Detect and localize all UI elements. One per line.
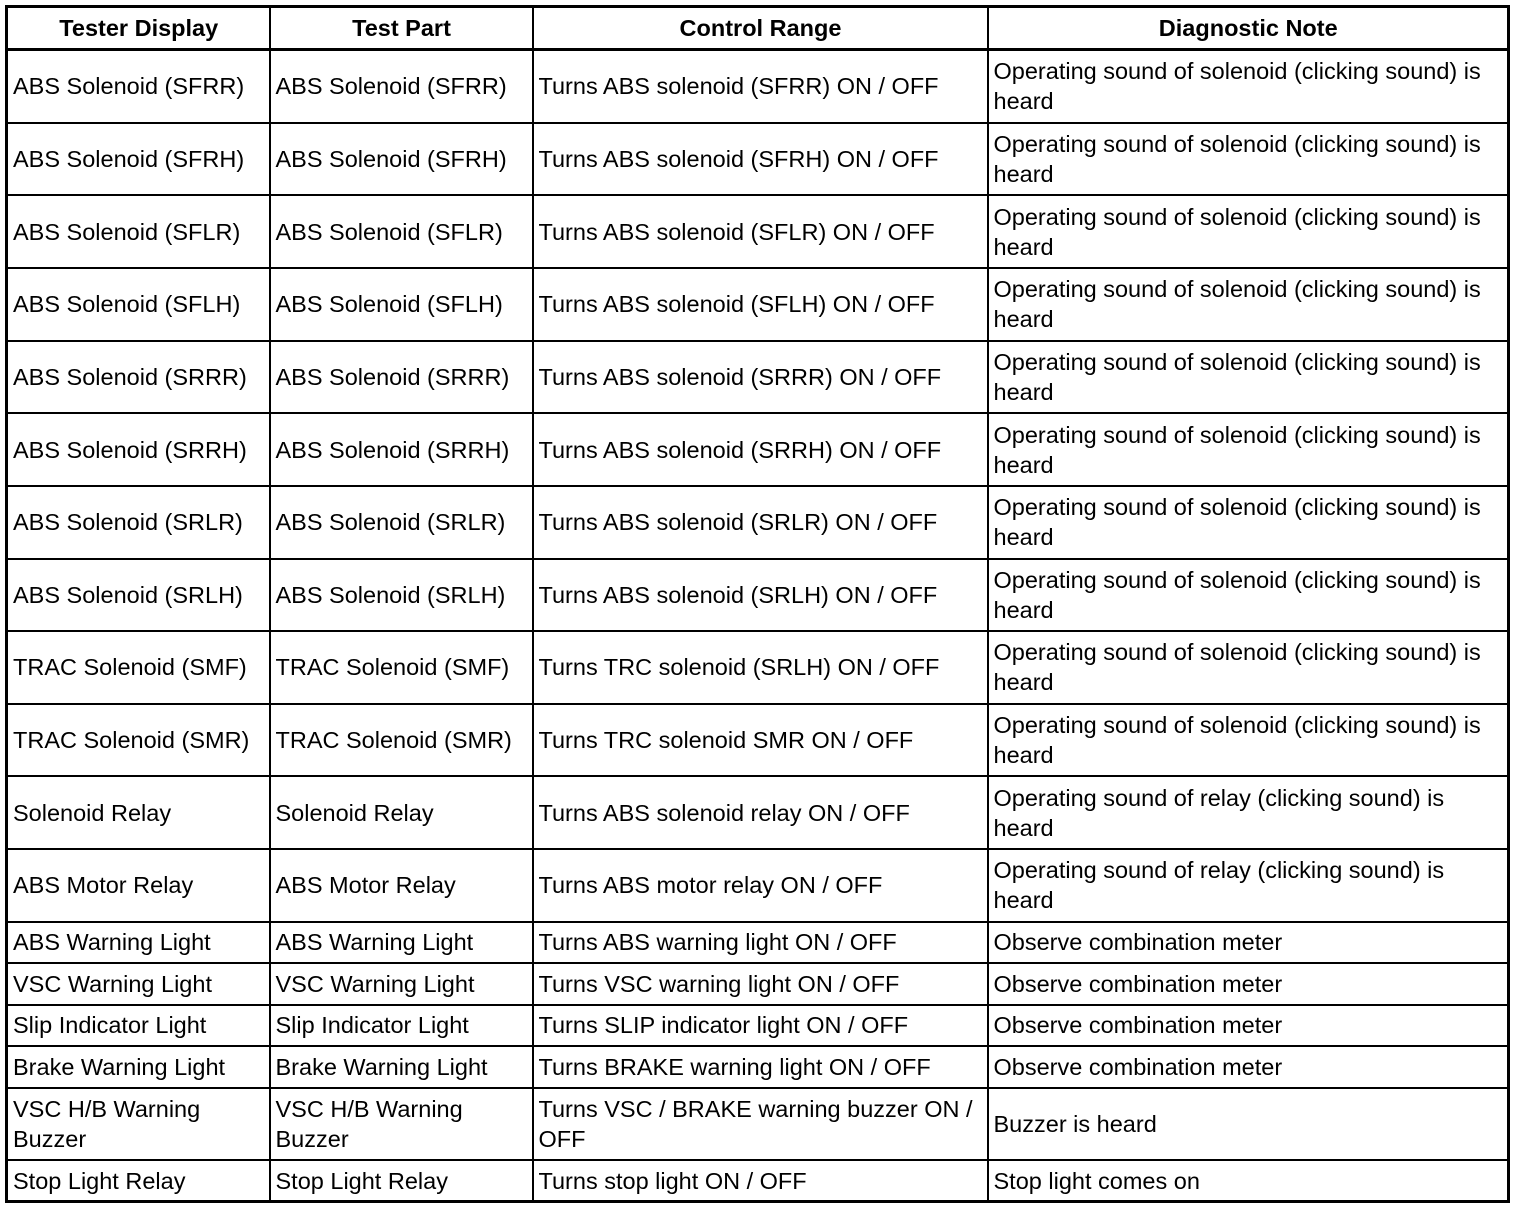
cell-tester-display: ABS Solenoid (SRRH) xyxy=(7,413,270,486)
table-row xyxy=(7,1160,1509,1201)
cell-control-range: Turns ABS solenoid (SFLR) ON / OFF xyxy=(533,195,988,268)
cell-tester-display: ABS Solenoid (SRLR) xyxy=(7,486,270,559)
table-row xyxy=(7,631,1509,704)
cell-test-part: Solenoid Relay xyxy=(270,776,533,849)
cell-tester-display: ABS Solenoid (SRLH) xyxy=(7,559,270,632)
table-row xyxy=(7,963,1509,1005)
table-row xyxy=(7,486,1509,559)
cell-control-range: Turns ABS solenoid (SFRH) ON / OFF xyxy=(533,123,988,196)
cell-control-range: Turns ABS solenoid (SFRR) ON / OFF xyxy=(533,50,988,123)
table-row xyxy=(7,704,1509,777)
cell-diagnostic-note: Observe combination meter xyxy=(988,963,1509,1005)
cell-test-part: Brake Warning Light xyxy=(270,1046,533,1088)
cell-control-range: Turns stop light ON / OFF xyxy=(533,1160,988,1201)
cell-diagnostic-note: Observe combination meter xyxy=(988,1005,1509,1047)
table-row xyxy=(7,123,1509,196)
cell-tester-display: ABS Motor Relay xyxy=(7,849,270,922)
table-row xyxy=(7,413,1509,486)
cell-control-range: Turns ABS solenoid (SRRR) ON / OFF xyxy=(533,341,988,414)
cell-diagnostic-note: Operating sound of solenoid (clicking sound) is heard xyxy=(988,195,1509,268)
cell-tester-display: Brake Warning Light xyxy=(7,1046,270,1088)
cell-diagnostic-note: Operating sound of solenoid (clicking sound) is heard xyxy=(988,268,1509,341)
cell-diagnostic-note: Operating sound of solenoid (clicking sound) is heard xyxy=(988,486,1509,559)
table-row xyxy=(7,849,1509,922)
table-row xyxy=(7,195,1509,268)
cell-control-range: Turns ABS motor relay ON / OFF xyxy=(533,849,988,922)
cell-diagnostic-note: Operating sound of solenoid (clicking sound) is heard xyxy=(988,413,1509,486)
cell-tester-display: VSC H/B Warning Buzzer xyxy=(7,1088,270,1161)
cell-diagnostic-note: Operating sound of solenoid (clicking sound) is heard xyxy=(988,631,1509,704)
table-row xyxy=(7,1046,1509,1088)
header-row xyxy=(7,7,1509,50)
cell-control-range: Turns ABS warning light ON / OFF xyxy=(533,922,988,964)
cell-test-part: ABS Warning Light xyxy=(270,922,533,964)
cell-tester-display: Slip Indicator Light xyxy=(7,1005,270,1047)
cell-tester-display: TRAC Solenoid (SMR) xyxy=(7,704,270,777)
cell-diagnostic-note: Observe combination meter xyxy=(988,922,1509,964)
cell-test-part: TRAC Solenoid (SMR) xyxy=(270,704,533,777)
cell-test-part: Slip Indicator Light xyxy=(270,1005,533,1047)
cell-control-range: Turns TRC solenoid SMR ON / OFF xyxy=(533,704,988,777)
cell-control-range: Turns ABS solenoid (SRRH) ON / OFF xyxy=(533,413,988,486)
cell-diagnostic-note: Operating sound of solenoid (clicking sound) is heard xyxy=(988,559,1509,632)
cell-test-part: TRAC Solenoid (SMF) xyxy=(270,631,533,704)
cell-diagnostic-note: Operating sound of solenoid (clicking sound) is heard xyxy=(988,341,1509,414)
active-test-table xyxy=(5,5,1510,1203)
cell-tester-display: Solenoid Relay xyxy=(7,776,270,849)
cell-test-part: VSC Warning Light xyxy=(270,963,533,1005)
cell-tester-display: TRAC Solenoid (SMF) xyxy=(7,631,270,704)
cell-test-part: ABS Solenoid (SRRR) xyxy=(270,341,533,414)
cell-control-range: Turns BRAKE warning light ON / OFF xyxy=(533,1046,988,1088)
cell-tester-display: ABS Solenoid (SFLR) xyxy=(7,195,270,268)
cell-tester-display: ABS Warning Light xyxy=(7,922,270,964)
cell-tester-display: ABS Solenoid (SRRR) xyxy=(7,341,270,414)
cell-test-part: Stop Light Relay xyxy=(270,1160,533,1201)
cell-tester-display: ABS Solenoid (SFRR) xyxy=(7,50,270,123)
table-row xyxy=(7,1005,1509,1047)
cell-control-range: Turns ABS solenoid (SRLR) ON / OFF xyxy=(533,486,988,559)
cell-tester-display: ABS Solenoid (SFLH) xyxy=(7,268,270,341)
cell-control-range: Turns TRC solenoid (SRLH) ON / OFF xyxy=(533,631,988,704)
cell-tester-display: VSC Warning Light xyxy=(7,963,270,1005)
cell-test-part: ABS Solenoid (SFRH) xyxy=(270,123,533,196)
cell-test-part: VSC H/B Warning Buzzer xyxy=(270,1088,533,1161)
cell-test-part: ABS Solenoid (SFLR) xyxy=(270,195,533,268)
table-row xyxy=(7,776,1509,849)
cell-test-part: ABS Solenoid (SRLH) xyxy=(270,559,533,632)
table-row xyxy=(7,50,1509,123)
cell-test-part: ABS Motor Relay xyxy=(270,849,533,922)
cell-diagnostic-note: Buzzer is heard xyxy=(988,1088,1509,1161)
cell-tester-display: ABS Solenoid (SFRH) xyxy=(7,123,270,196)
cell-control-range: Turns SLIP indicator light ON / OFF xyxy=(533,1005,988,1047)
cell-diagnostic-note: Stop light comes on xyxy=(988,1160,1509,1201)
cell-test-part: ABS Solenoid (SFRR) xyxy=(270,50,533,123)
table-row xyxy=(7,922,1509,964)
cell-diagnostic-note: Observe combination meter xyxy=(988,1046,1509,1088)
header-control-range: Control Range xyxy=(533,7,988,50)
header-tester-display: Tester Display xyxy=(7,7,270,50)
cell-test-part: ABS Solenoid (SFLH) xyxy=(270,268,533,341)
header-test-part: Test Part xyxy=(270,7,533,50)
table-row xyxy=(7,1088,1509,1161)
table-row xyxy=(7,268,1509,341)
header-diagnostic-note: Diagnostic Note xyxy=(988,7,1509,50)
table-row xyxy=(7,559,1509,632)
cell-control-range: Turns ABS solenoid (SFLH) ON / OFF xyxy=(533,268,988,341)
cell-diagnostic-note: Operating sound of relay (clicking sound) is heard xyxy=(988,849,1509,922)
cell-control-range: Turns VSC warning light ON / OFF xyxy=(533,963,988,1005)
cell-test-part: ABS Solenoid (SRLR) xyxy=(270,486,533,559)
table-row xyxy=(7,341,1509,414)
cell-control-range: Turns ABS solenoid relay ON / OFF xyxy=(533,776,988,849)
cell-diagnostic-note: Operating sound of solenoid (clicking sound) is heard xyxy=(988,50,1509,123)
cell-diagnostic-note: Operating sound of relay (clicking sound) is heard xyxy=(988,776,1509,849)
cell-test-part: ABS Solenoid (SRRH) xyxy=(270,413,533,486)
cell-control-range: Turns ABS solenoid (SRLH) ON / OFF xyxy=(533,559,988,632)
cell-control-range: Turns VSC / BRAKE warning buzzer ON / OFF xyxy=(533,1088,988,1161)
cell-diagnostic-note: Operating sound of solenoid (clicking sound) is heard xyxy=(988,704,1509,777)
cell-tester-display: Stop Light Relay xyxy=(7,1160,270,1201)
cell-diagnostic-note: Operating sound of solenoid (clicking sound) is heard xyxy=(988,123,1509,196)
